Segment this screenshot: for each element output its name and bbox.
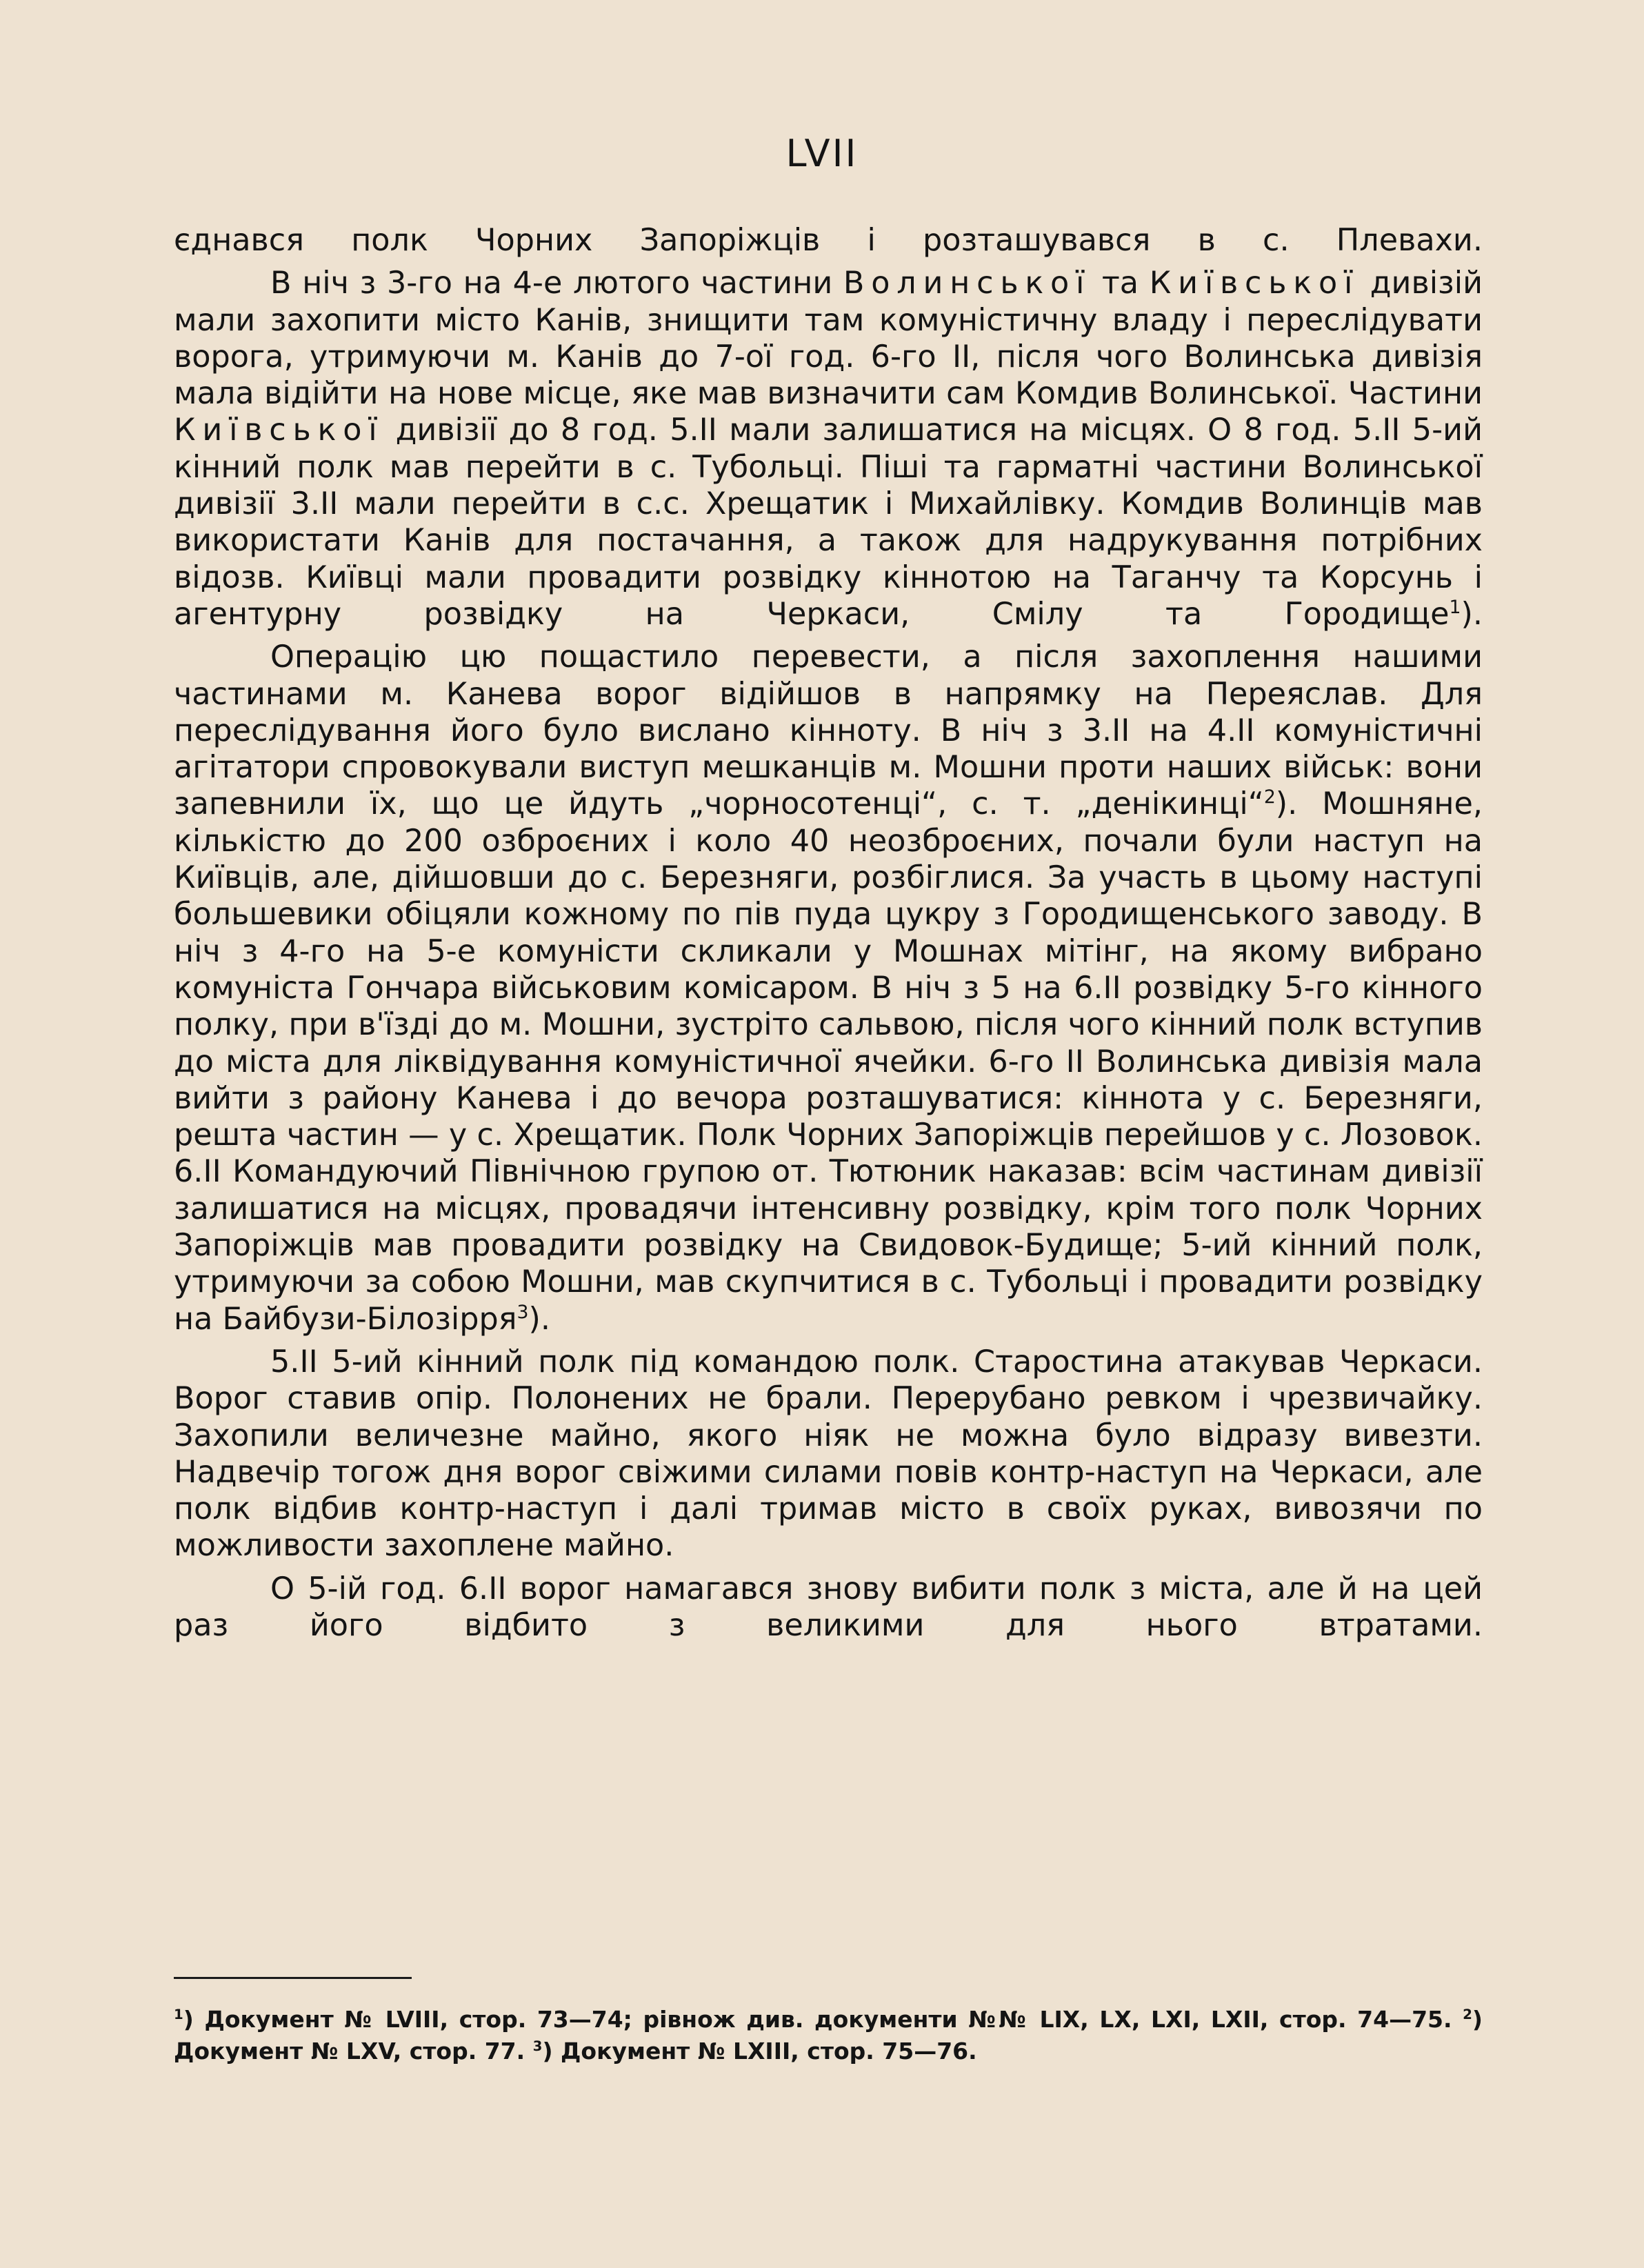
spaced-word: Волинської [843, 266, 1092, 301]
paragraph-operation [174, 639, 1483, 1337]
text-run: єднався полк Чорних Запоріжців і розташувався в с. Плевахи. [174, 223, 1483, 258]
footnote-2: ) Документ № LXV, стор. 77. [174, 2006, 1483, 2065]
text-run: ). [1461, 596, 1483, 632]
footnote-divider [174, 1977, 412, 1979]
footnote-mark-3: 3 [532, 2038, 543, 2054]
paragraph-orders [174, 265, 1483, 633]
footnote-3: ) Документ № LXIII, стор. 75—76. [542, 2038, 977, 2065]
text-run: дивізій мали захопити місто Канів, знищити там комуністичну владу і переслідувати ворога, утримуючи м. Канів до 7-ої год. 6-го II, після чого Волинська дивізія мала відійти на нове місце, яке мав визначити сам Комдив Волинської. Частини [174, 266, 1483, 412]
spaced-word: Київської [1149, 266, 1360, 301]
text-run: ). [528, 1301, 550, 1337]
footnote-ref-3: 3 [517, 1301, 529, 1323]
footnote-1: ) Документ № LVIII, стор. 73—74; рівнож див. документи №№ LIX, LX, LXI, LXII, стор. 74—75. [183, 2006, 1463, 2033]
footnote-mark-2: 2 [1463, 2007, 1472, 2022]
text-run: О 5-ій год. 6.II ворог намагався знову вибити полк з міста, але й на цей раз його відбито з великими для нього втратами. [174, 1571, 1483, 1643]
main-text [174, 222, 1483, 1650]
text-run: та [1091, 266, 1150, 301]
footnote-ref-2: 2 [1263, 786, 1276, 808]
text-run: Операцію цю пощастило перевести, а після захоплення нашими частинами м. Канева ворог відійшов в напрямку на Переяслав. Для переслідування його було вислано кінноту. В ніч з 3.II на 4.II комуністичні агітатори спровокували виступ мешканців м. Мошни проти наших військ: вони запевнили їх, що це йдуть „чорносотенці“, с. т. „денікинці“ [174, 639, 1483, 822]
paragraph-continuation [174, 222, 1483, 259]
text-run: 5.II 5-ий кінний полк під командою полк. Старостина атакував Черкаси. Ворог ставив опір. Полонених не брали. Перерубано ревком і чрезвичайку. Захопили величезне майно, якого ніяк не можна було відразу вивезти. Надвечір тогож дня ворог свіжими силами повів контр-наступ на Черкаси, але полк відбив контр-наступ і далі тримав місто в своїх руках, вивозячи по можливости захоплене майно. [174, 1344, 1483, 1564]
footnote-mark-1: 1 [174, 2007, 183, 2022]
text-run: дивізії до 8 год. 5.II мали залишатися на місцях. О 8 год. 5.II 5-ий кінний полк мав перейти в с. Тубольці. Піші та гарматні частини Волинської дивізії 3.II мали перейти в с.с. Хрещатик і Михайлівку. Комдив Волинців мав використати Канів для постачання, а також для надрукування потрібних відозв. Київці мали провадити розвідку кіннотою на Таганчу та Корсунь і агентурну розвідку на Черкаси, Смілу та Городище [174, 412, 1483, 632]
page-number: LVII [785, 132, 859, 175]
footnotes [174, 2004, 1483, 2067]
text-run: В ніч з 3-го на 4-е лютого частини [270, 266, 843, 301]
footnote-ref-1: 1 [1449, 597, 1461, 619]
paragraph-cherkasy-attack [174, 1344, 1483, 1564]
spaced-word: Київської [174, 412, 384, 448]
paragraph-cherkasy-defense [174, 1571, 1483, 1644]
text-run: ). Мошняне, кількістю до 200 озброєних і коло 40 неозброєних, почали були наступ на Київців, але, дійшовши до с. Березняги, розбіглися. За участь в цьому наступі большевики обіцяли кожному по пів пуда цукру з Городищенського заводу. В ніч з 4-го на 5-е комуністи скликали у Мошнах мітінг, на якому вибрано комуніста Гончара військовим комісаром. В ніч з 5 на 6.II розвідку 5-го кінного полку, при в'їзді до м. Мошни, зустріто сальвою, після чого кінний полк вступив до міста для ліквідування комуністичної ячейки. 6-го II Волинська дивізія мала вийти з району Канева і до вечора розташуватися: кіннота у с. Березняги, решта частин — у с. Хрещатик. Полк Чорних Запоріжців перейшов у с. Лозовок. 6.II Командуючий Північною групою от. Тютюник наказав: всім частинам дивізії залишатися на місцях, провадячи інтенсивну розвідку, крім того полк Чорних Запоріжців мав провадити розвідку на Свидовок-Будище; 5-ий кінний полк, утримуючи за собою Мошни, мав скупчитися в с. Тубольці і провадити розвідку на Байбузи-Білозірря [174, 786, 1483, 1337]
